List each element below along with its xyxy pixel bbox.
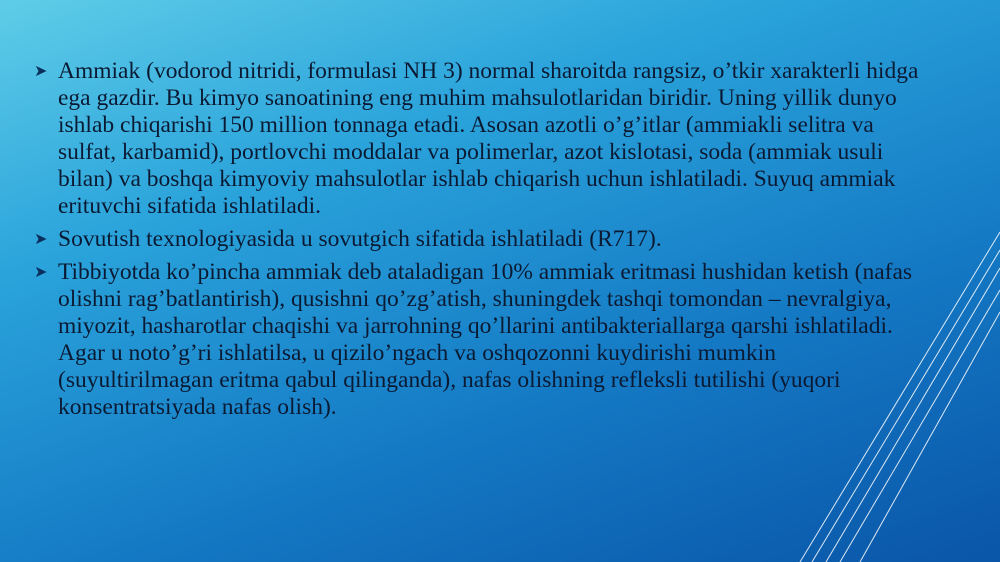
list-item [34,259,934,421]
bullet-list [34,58,934,427]
arrow-bullet-icon: ➤ [34,231,48,248]
bullet-text: Tibbiyotda ko’pincha ammiak deb ataladigan 10% ammiak eritmasi hushidan ketish (nafas olishni rag’batlantirish), qusishni qo’zg’atish, shuningdek tashqi tomondan – nevralgiya, miyozit, hasharotlar chaqishi va jarrohning qo’llarini antibakteriallarga qarshi ishlatiladi. Agar u noto’g’ri ishlatilsa, u qizilo’ngach va oshqozonni kuydirishi mumkin (suyultirilmagan eritma qabul qilinganda), nafas olishning refleksli tutilishi (yuqori konsentratsiyada nafas olish). [58,259,913,420]
list-item [34,58,934,220]
bullet-text: Sovutish texnologiyasida u sovutgich sifatida ishlatiladi (R717). [58,226,662,252]
arrow-bullet-icon: ➤ [34,63,48,80]
arrow-bullet-icon: ➤ [34,264,48,281]
list-item [34,226,934,253]
bullet-text: Ammiak (vodorod nitridi, formulasi NH 3) normal sharoitda rangsiz, o’tkir xarakterli hidga ega gazdir. Bu kimyo sanoatining eng muhim mahsulotlaridan biridir. Uning yillik dunyo ishlab chiqarishi 150 million tonnaga etadi. Asosan azotli o’g’itlar (ammiakli selitra va sulfat, karbamid), portlovchi moddalar va polimerlar, azot kislotasi, soda (ammiak usuli bilan) va boshqa kimyoviy mahsulotlar ishlab chiqarish uchun ishlatiladi. Suyuq ammiak erituvchi sifatida ishlatiladi. [58,58,919,219]
